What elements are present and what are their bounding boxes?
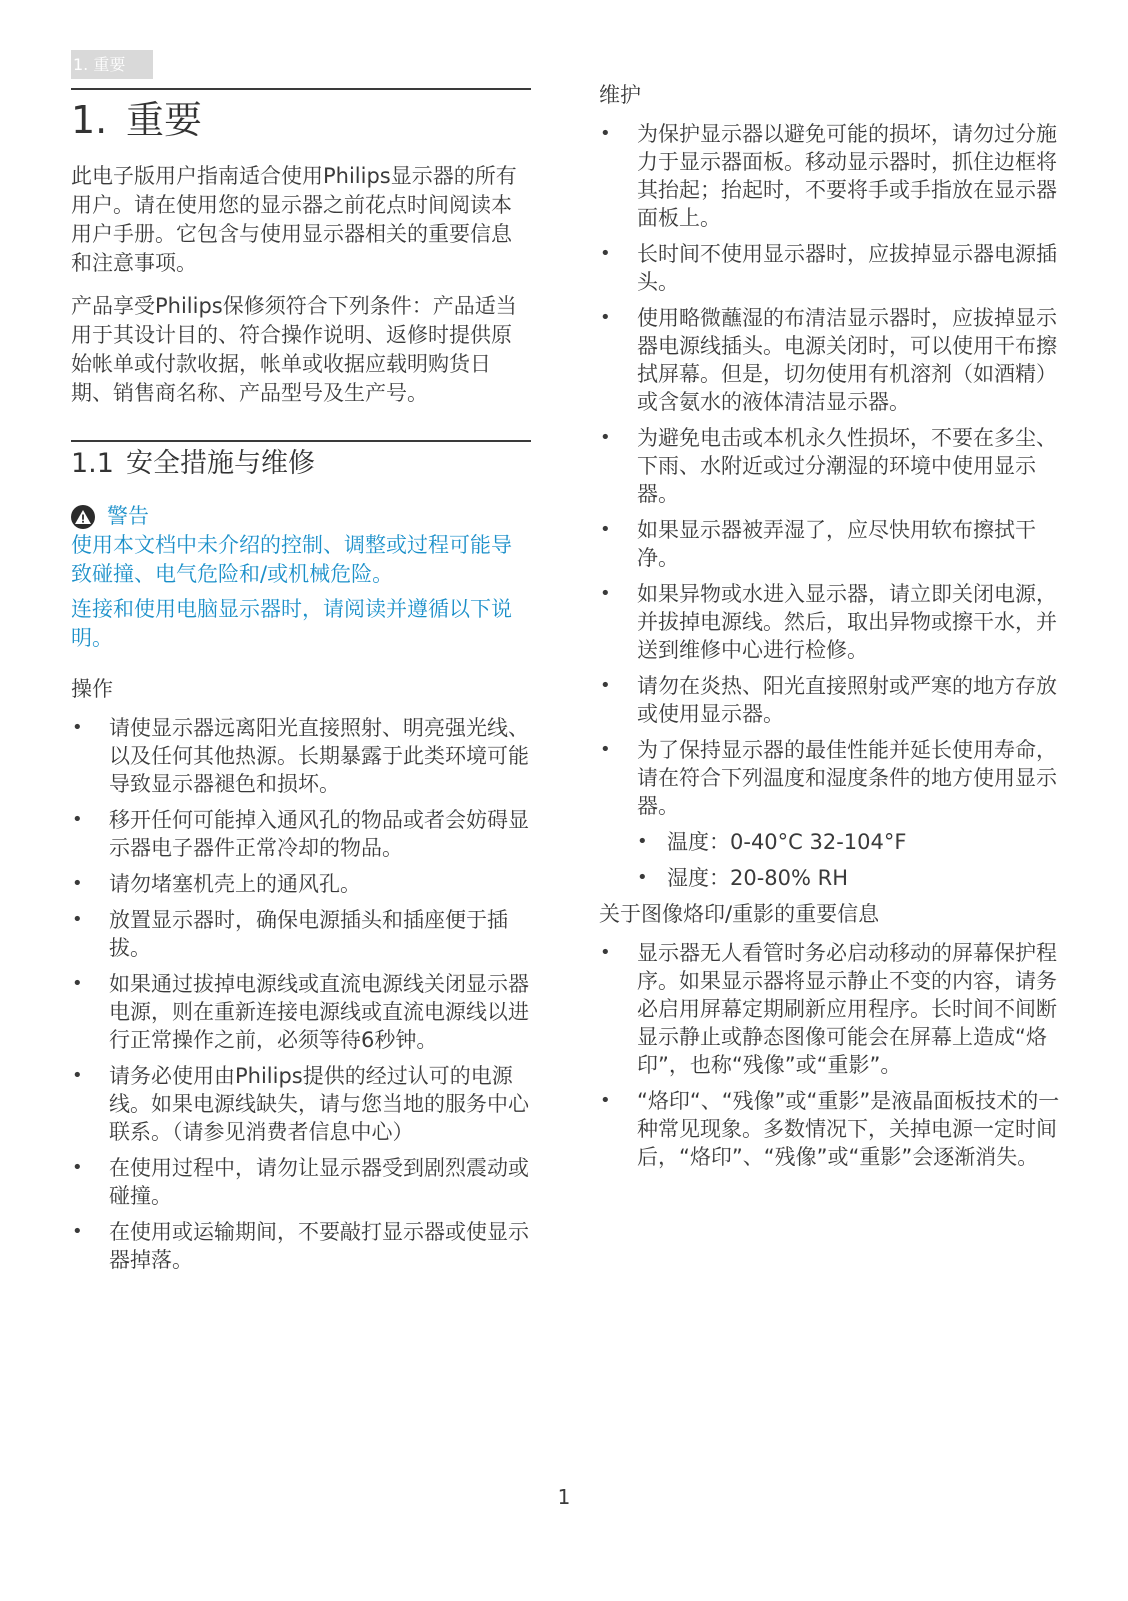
list-item: • 如果异物或水进入显示器，请立即关闭电源，并拔掉电源线。然后，取出异物或擦干水，并送到维修中心进行检修。 [600,582,1057,662]
list-item: • 请勿堵塞机壳上的通风孔。 [72,872,361,896]
section-1-1-heading [71,446,531,482]
conditions-list [637,828,1069,892]
warranty-paragraph: 产品享受Philips保修须符合下列条件：产品适当用于其设计目的、符合操作说明、返修时提供原始帐单或付款收据，帐单或收据应载明购货日期、销售商名称、产品型号及生产号。 [71,294,517,405]
list-item: • 放置显示器时，确保电源插头和插座便于插拔。 [72,908,508,960]
burn-in-list [599,939,1069,1171]
maintenance-heading: 维护 [599,83,641,107]
temperature-condition: • 温度：0-40°C 32-104°F [637,830,907,854]
section-1-title: 重要 [126,98,203,142]
list-item: • 为了保持显示器的最佳性能并延长使用寿命，请在符合下列温度和湿度条件的地方使用显示器。 • 温度：0-40°C 32-104°F • 湿度：20-80% RH [599,736,1069,892]
section-1-1-number: 1.1 [71,448,114,479]
list-item: • 请务必使用由Philips提供的经过认可的电源线。如果电源线缺失，请与您当地的服务中心联系。（请参见消费者信息中心） [72,1064,529,1144]
humidity-condition: • 湿度：20-80% RH [637,866,849,890]
list-item: • 请使显示器远离阳光直接照射、明亮强光线、以及任何其他热源。长期暴露于此类环境可能导致显示器褪色和损坏。 [72,716,529,796]
page-number: 1 [557,1485,571,1509]
maintenance-list [599,120,1069,892]
list-item: • 长时间不使用显示器时，应拔掉显示器电源插头。 [600,242,1057,294]
list-item: • 在使用或运输期间，不要敲打显示器或使显示器掉落。 [72,1220,529,1272]
list-item: • “烙印“、“残像”或“重影”是液晶面板技术的一种常见现象。多数情况下，关掉电源一定时间后，“烙印”、“残像”或“重影”会逐渐消失。 [600,1089,1060,1169]
list-item: • 如果显示器被弄湿了，应尽快用软布擦拭干净。 [600,518,1036,570]
list-item: • 如果通过拔掉电源线或直流电源线关闭显示器电源，则在重新连接电源线或直流电源线以进行正常操作之前，必须等待6秒钟。 [72,972,529,1052]
list-item: • 在使用过程中，请勿让显示器受到剧烈震动或碰撞。 [72,1156,529,1208]
header-section-tab: 1. 重要 [71,50,153,79]
section-1-1-title: 安全措施与维修 [126,448,315,479]
warning-icon [71,505,95,529]
list-item: • 为保护显示器以避免可能的损坏，请勿过分施力于显示器面板。移动显示器时，抓住边框将其抬起；抬起时，不要将手或手指放在显示器面板上。 [600,122,1057,230]
left-column [71,88,531,1282]
warning-text-1: 使用本文档中未介绍的控制、调整或过程可能导致碰撞、电气危险和/或机械危险。 [71,533,512,586]
warning-heading [71,502,531,531]
right-column [599,81,1069,1179]
warning-text-2: 连接和使用电脑显示器时，请阅读并遵循以下说明。 [71,597,512,650]
section-1-heading [71,96,531,144]
list-item: • 移开任何可能掉入通风孔的物品或者会妨碍显示器电子器件正常冷却的物品。 [72,808,529,860]
intro-paragraph: 此电子版用户指南适合使用Philips显示器的所有用户。请在使用您的显示器之前花点时间阅读本用户手册。它包含与使用显示器相关的重要信息和注意事项。 [71,164,517,275]
operation-list [71,714,531,1274]
warning-title: 警告 [107,504,149,528]
list-item: • 使用略微蘸湿的布清洁显示器时，应拔掉显示器电源线插头。电源关闭时，可以使用干布擦拭屏幕。但是，切勿使用有机溶剂（如酒精）或含氨水的液体清洁显示器。 [600,306,1057,414]
operation-heading: 操作 [71,677,113,701]
burn-in-heading: 关于图像烙印/重影的重要信息 [599,902,880,926]
list-item: • 显示器无人看管时务必启动移动的屏幕保护程序。如果显示器将显示静止不变的内容，请务必启用屏幕定期刷新应用程序。长时间不间断显示静止或静态图像可能会在屏幕上造成“烙印”，也称“残像”或“重影”。 [600,941,1057,1077]
list-item: • 为避免电击或本机永久性损坏，不要在多尘、下雨、水附近或过分潮湿的环境中使用显示器。 [600,426,1057,506]
section-1-1-rule [71,440,531,442]
section-1-number: 1. [71,98,108,142]
list-item: • 请勿在炎热、阳光直接照射或严寒的地方存放或使用显示器。 [600,674,1057,726]
section-1-rule [71,88,531,90]
